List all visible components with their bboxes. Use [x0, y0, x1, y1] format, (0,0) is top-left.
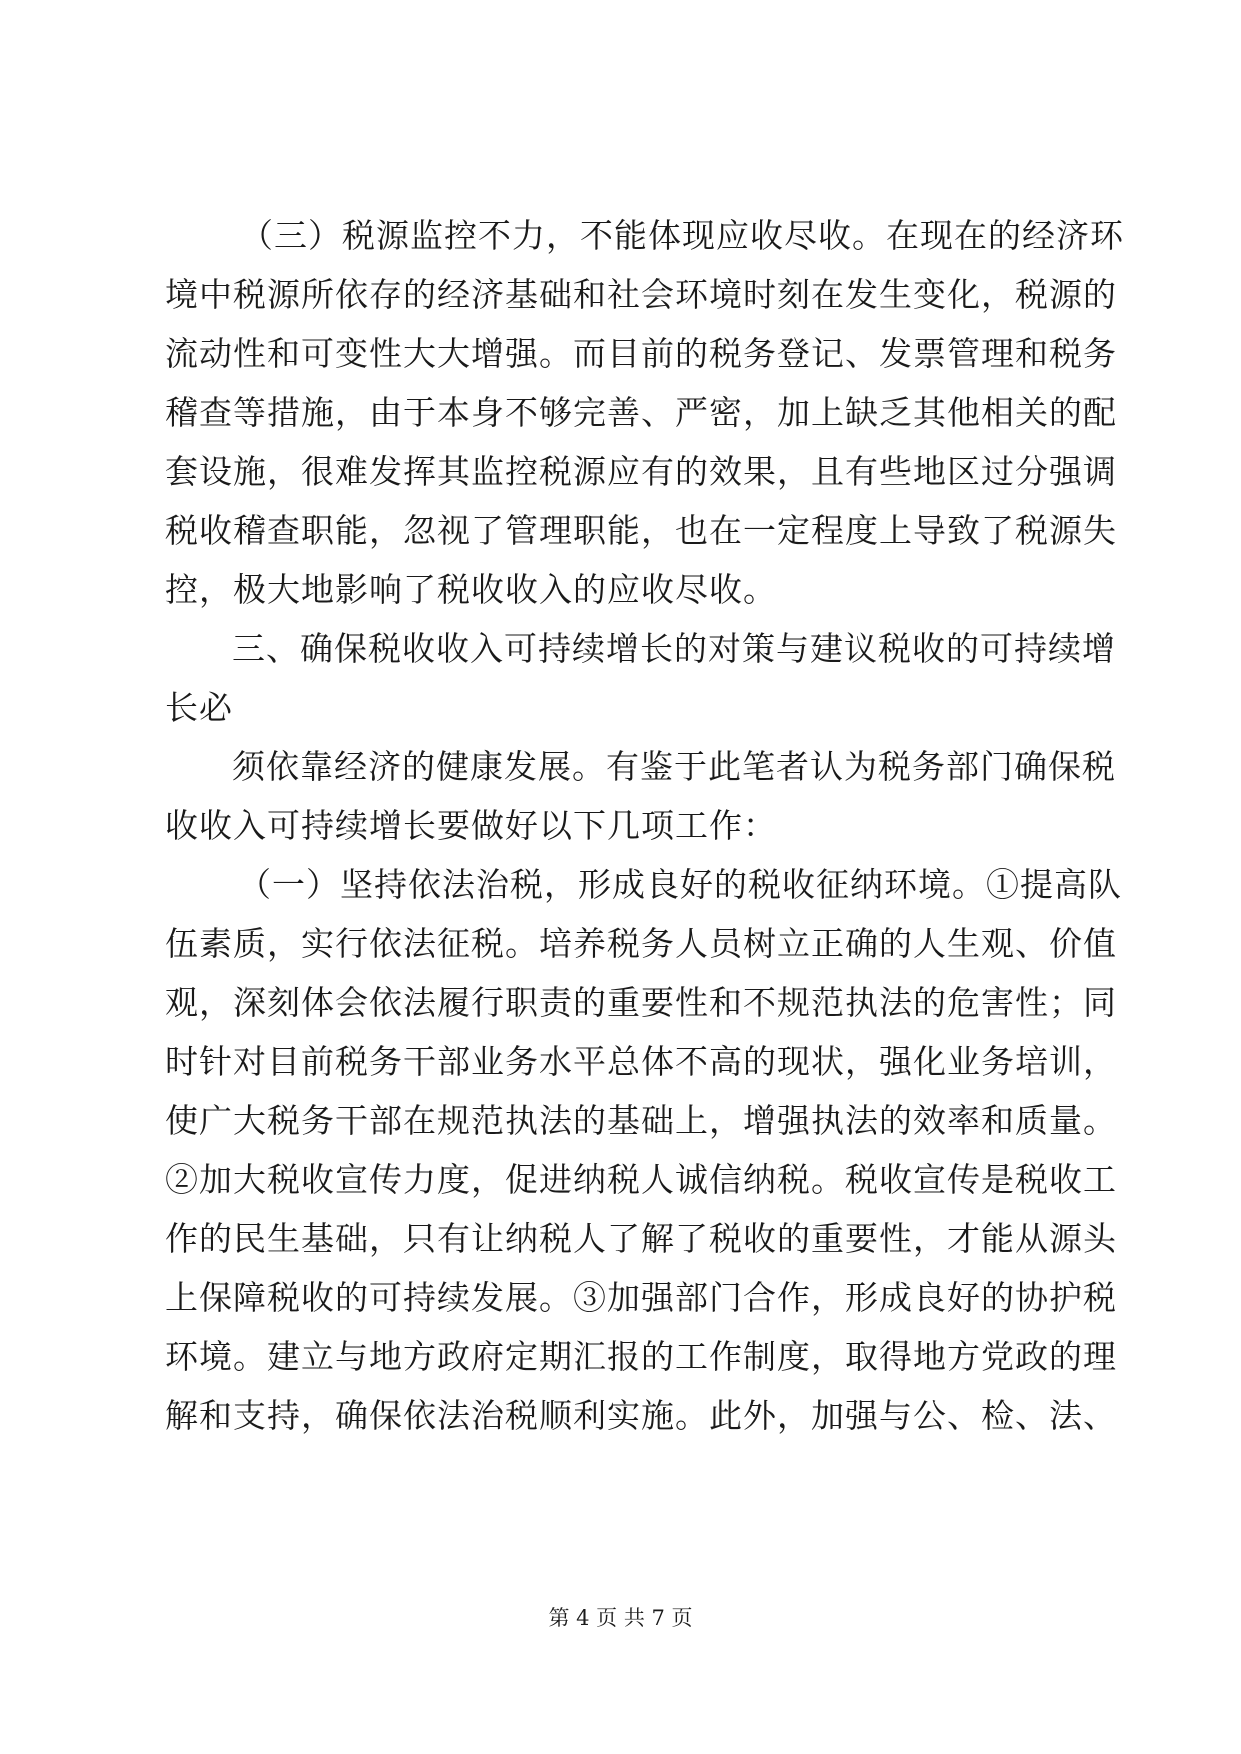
text-line: 环境。建立与地方政府定期汇报的工作制度，取得地方党政的理 [165, 1337, 1117, 1376]
text-line: 使广大税务干部在规范执法的基础上，增强执法的效率和质量。 [165, 1101, 1117, 1140]
text-line: 稽查等措施，由于本身不够完善、严密，加上缺乏其他相关的配 [165, 393, 1117, 432]
text-line: ②加大税收宣传力度，促进纳税人诚信纳税。税收宣传是税收工 [165, 1160, 1117, 1199]
text-line: 境中税源所依存的经济基础和社会环境时刻在发生变化，税源的 [165, 275, 1117, 314]
text-line: 流动性和可变性大大增强。而目前的税务登记、发票管理和税务 [165, 334, 1117, 373]
text-line: 观，深刻体会依法履行职责的重要性和不规范执法的危害性；同 [165, 983, 1117, 1022]
text-line: 长必 [165, 688, 233, 727]
text-line: 控，极大地影响了税收收入的应收尽收。 [165, 570, 777, 609]
text-line: 上保障税收的可持续发展。③加强部门合作，形成良好的协护税 [165, 1278, 1117, 1317]
text-line: 收收入可持续增长要做好以下几项工作： [165, 806, 777, 845]
text-line: 套设施，很难发挥其监控税源应有的效果，且有些地区过分强调 [165, 452, 1117, 491]
text-line: 作的民生基础，只有让纳税人了解了税收的重要性，才能从源头 [165, 1219, 1117, 1258]
text-line: （三）税源监控不力，不能体现应收尽收。在现在的经济环 [240, 216, 1124, 255]
text-line: 伍素质，实行依法征税。培养税务人员树立正确的人生观、价值 [165, 924, 1117, 963]
text-line: 须依靠经济的健康发展。有鉴于此笔者认为税务部门确保税 [232, 747, 1116, 786]
text-line: 解和支持，确保依法治税顺利实施。此外，加强与公、检、法、 [165, 1396, 1117, 1435]
text-line: 三、确保税收收入可持续增长的对策与建议税收的可持续增 [232, 629, 1116, 668]
text-line: 税收稽查职能，忽视了管理职能，也在一定程度上导致了税源失 [165, 511, 1117, 550]
page-number-footer: 第 4 页 共 7 页 [548, 1606, 693, 1630]
text-line: 时针对目前税务干部业务水平总体不高的现状，强化业务培训， [165, 1042, 1117, 1081]
text-line: （一）坚持依法治税，形成良好的税收征纳环境。①提高队 [238, 865, 1122, 904]
